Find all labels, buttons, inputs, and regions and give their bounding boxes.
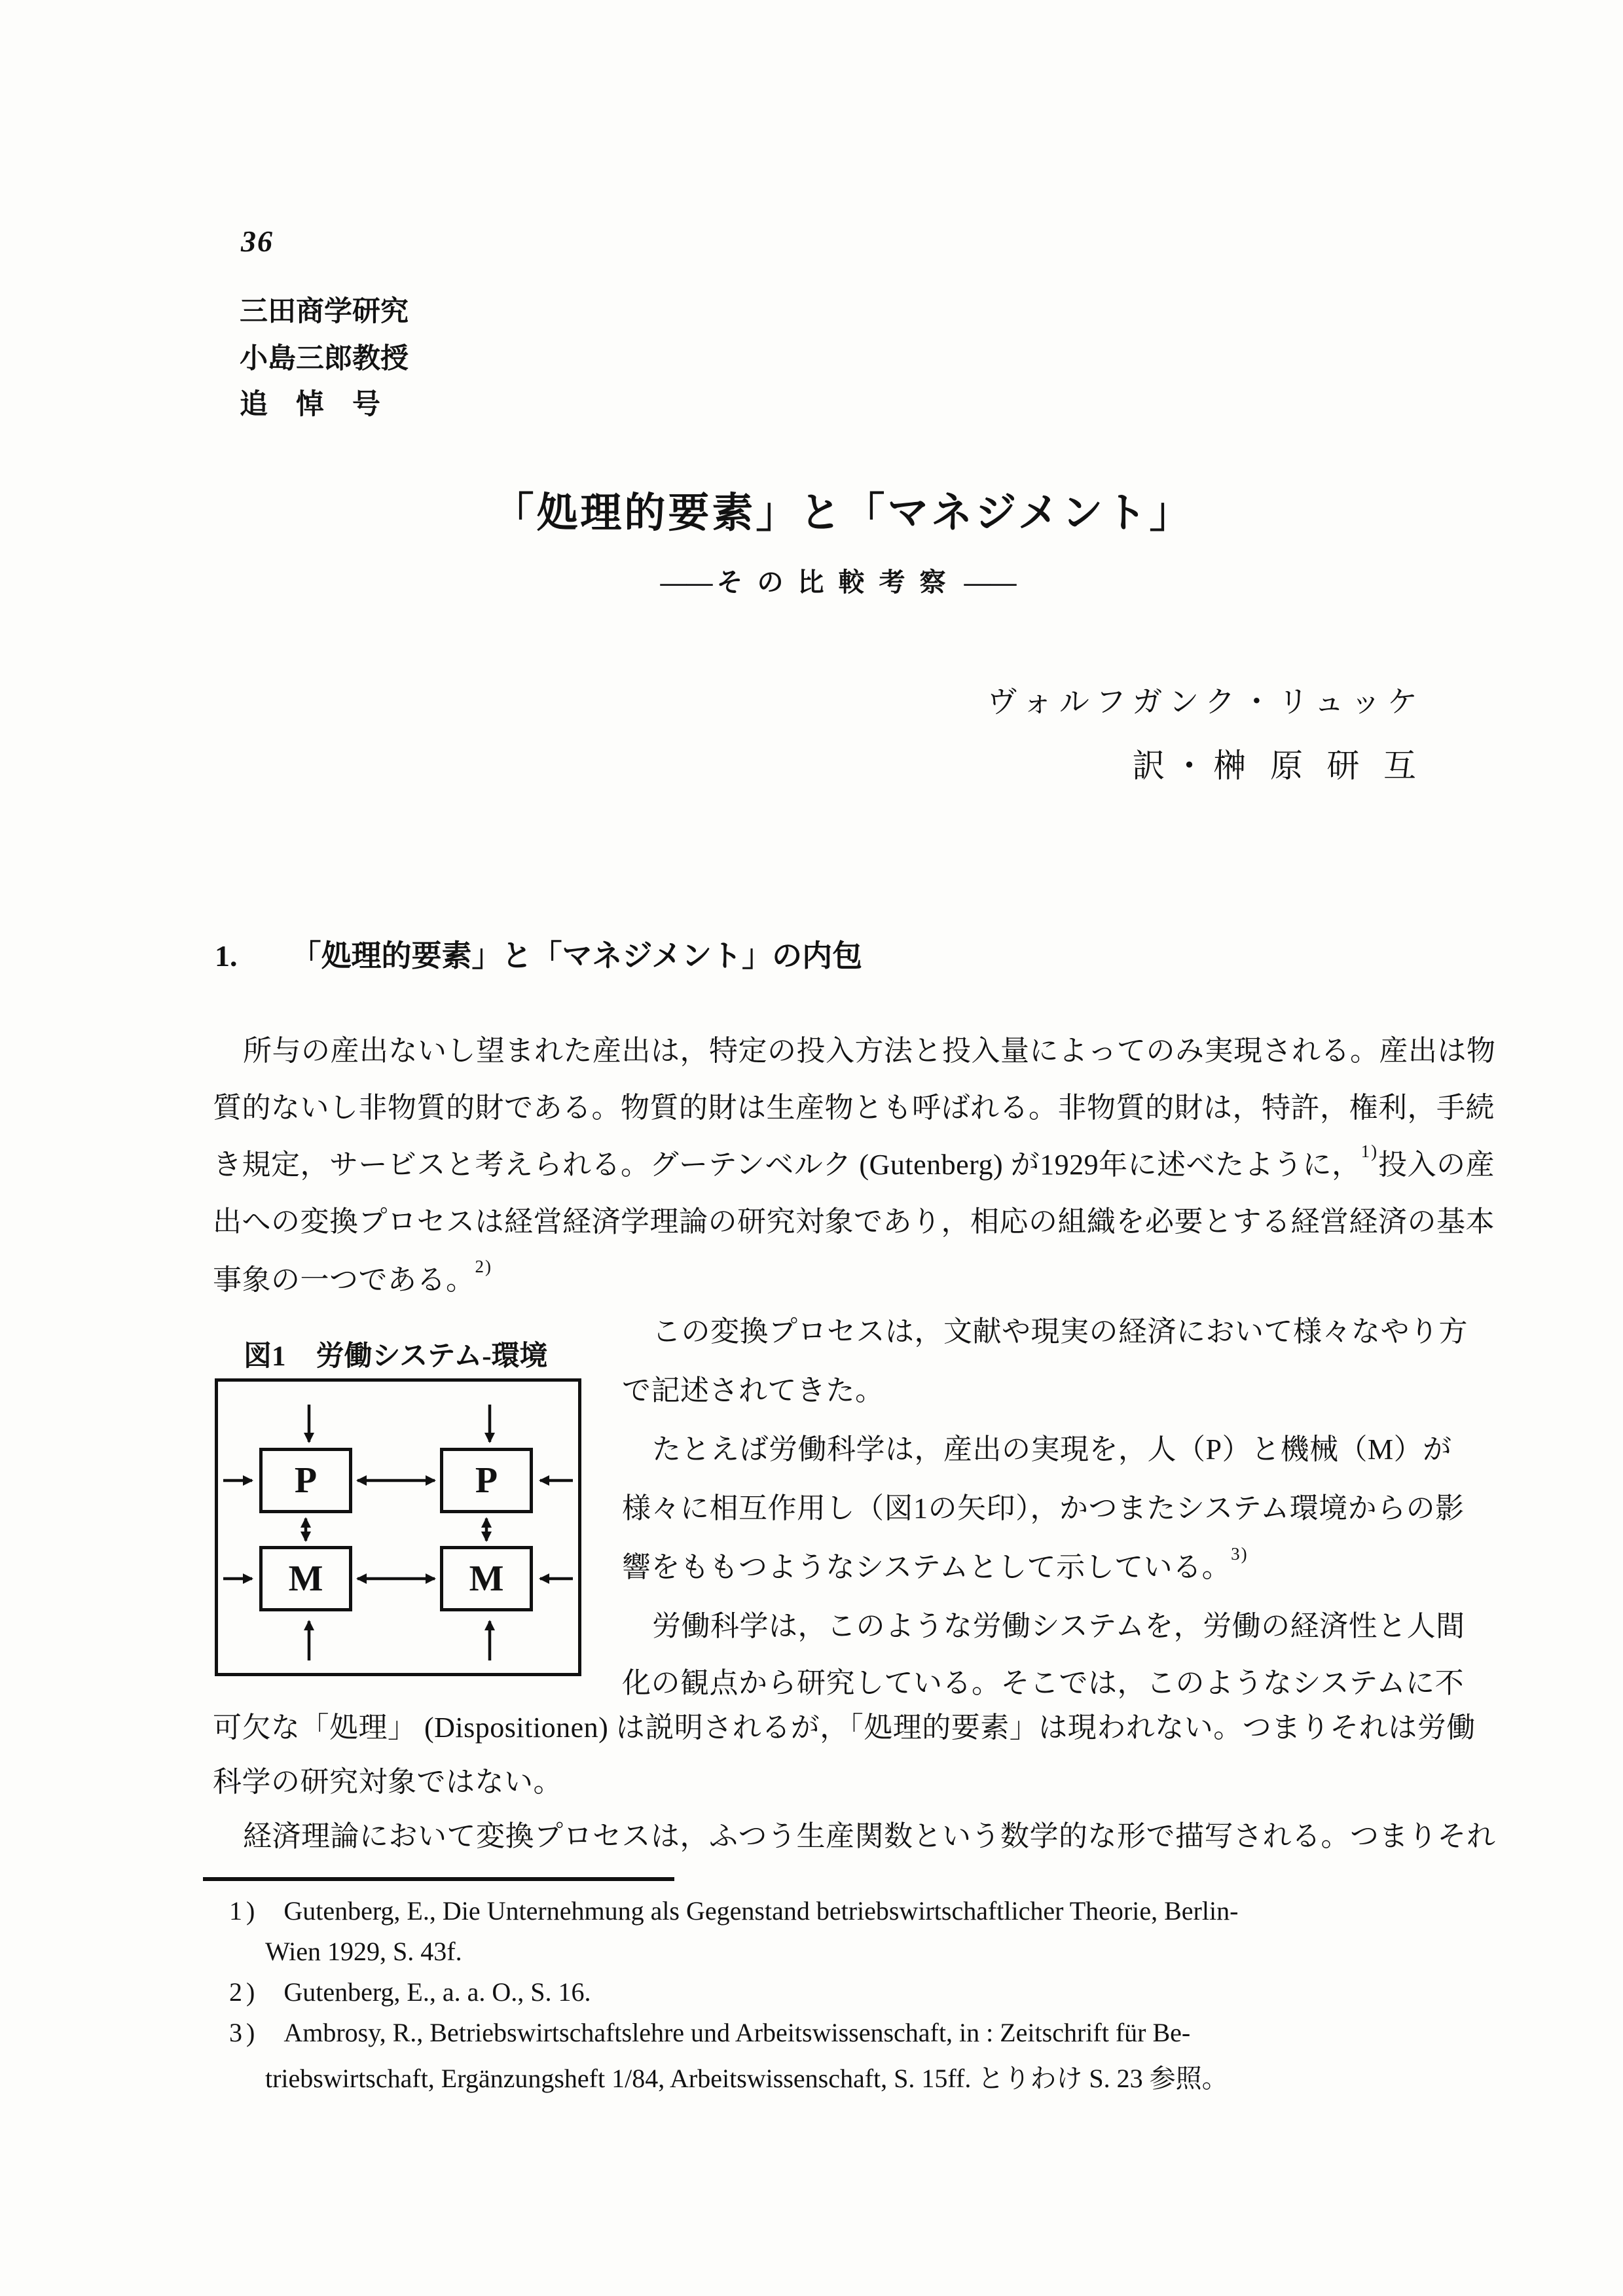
- memorial-issue-line: 追 悼 号: [240, 389, 380, 420]
- body-line: 経済理論において変換プロセスは，ふつう生産関数という数学的な形で描写される。つまりそれ: [243, 1820, 1496, 1852]
- page-number: 36: [241, 224, 274, 258]
- figure-box-machine-left: M: [259, 1546, 352, 1611]
- body-line: 事象の一つである。$^{2)}$: [213, 1257, 492, 1296]
- figure-box-person-left: P: [259, 1448, 352, 1513]
- memorial-professor-line: 小島三郎教授: [240, 344, 409, 374]
- figure-arrows: [218, 1382, 578, 1673]
- footnote-divider: [203, 1877, 674, 1881]
- figure-caption: [244, 1334, 548, 1374]
- author-name: ヴォルフガンク・リュッケ: [987, 685, 1424, 719]
- footnote-marker: 1): [229, 1896, 259, 1926]
- body-line: 出への変換プロセスは経営経済学理論の研究対象であり，相応の組織を必要とする経営経済の基本: [213, 1206, 1495, 1238]
- body-line: 可欠な「処理」 (Dispositionen) は説明されるが，「処理的要素」は現われない。つまりそれは労働: [213, 1712, 1476, 1744]
- subtitle-text: その比較考察: [716, 567, 960, 597]
- body-line: 化の観点から研究している。そこでは，このようなシステムに不: [622, 1667, 1465, 1699]
- footnote-line: 1) Gutenberg, E., Die Unternehmung als Gegenstand betriebswirtschaftlicher Theorie, Berlin-: [229, 1896, 1239, 1926]
- article-subtitle: [0, 562, 1623, 599]
- article-title-text: 「処理的要素」と「マネジメント」: [492, 490, 1194, 536]
- body-line: 様々に相互作用し（図1の矢印），かつまたシステム環境からの影: [622, 1492, 1465, 1524]
- footnote-line: 2) Gutenberg, E., a. a. O., S. 16.: [229, 1977, 591, 2007]
- body-line: き規定，サービスと考えられる。グーテンベルク (Gutenberg) が1929年に述べたように，$^{1)}$投入の産: [213, 1141, 1495, 1181]
- figure-caption-text: 労働システム-環境: [316, 1341, 548, 1372]
- section-title: 「処理的要素」と「マネジメント」の内包: [291, 939, 863, 973]
- subtitle-line: [661, 562, 1017, 599]
- article-title: [0, 480, 1623, 539]
- body-line: 科学の研究対象ではない。: [213, 1766, 562, 1798]
- footnote-line: 3) Ambrosy, R., Betriebswirtschaftslehre und Arbeitswissenschaft, in : Zeitschrift für Be-: [229, 2018, 1191, 2047]
- section-number: 1.: [215, 939, 238, 973]
- body-line: たとえば労働科学は，産出の実現を，人（P）と機械（M）が: [652, 1433, 1452, 1465]
- footnote-marker: 3): [229, 2018, 259, 2047]
- footnote-marker: 2): [229, 1977, 259, 2007]
- body-line: この変換プロセスは，文献や現実の経済において様々なやり方: [652, 1316, 1468, 1348]
- footnote-line: Wien 1929, S. 43f.: [265, 1937, 462, 1966]
- figure-label: 図1: [244, 1341, 286, 1372]
- footnote-ref-1: 1): [1360, 1141, 1379, 1161]
- body-line: 響をももつようなシステムとして示している。$^{3)}$: [622, 1544, 1249, 1583]
- journal-title: 三田商学研究: [240, 296, 409, 327]
- figure-box-person-right: P: [440, 1448, 533, 1513]
- footnote-line: triebswirtschaft, Ergänzungsheft 1/84, Arbeitswissenschaft, S. 15ff. とりわけ S. 23 参照。: [265, 2064, 1228, 2093]
- translator-name: 訳・榊 原 研 互: [1132, 747, 1424, 784]
- subtitle-dash-right: ――: [964, 567, 1017, 597]
- footnote-ref-2: 2): [475, 1257, 492, 1276]
- body-line: 質的ないし非物質的財である。物質的財は生産物とも呼ばれる。非物質的財は，特許，権利，手続: [213, 1092, 1495, 1124]
- body-line: 労働科学は，このような労働システムを，労働の経済性と人間: [652, 1610, 1465, 1642]
- body-line: 所与の産出ないし望まれた産出は，特定の投入方法と投入量によってのみ実現される。産出は物: [243, 1035, 1496, 1067]
- footnote-ref-3: 3): [1231, 1544, 1249, 1564]
- figure-box-machine-right: M: [440, 1546, 533, 1611]
- figure-diagram: [215, 1378, 581, 1676]
- body-line: で記述されてきた。: [622, 1374, 884, 1407]
- subtitle-dash-left: ――: [660, 567, 713, 597]
- section-heading: [215, 932, 862, 975]
